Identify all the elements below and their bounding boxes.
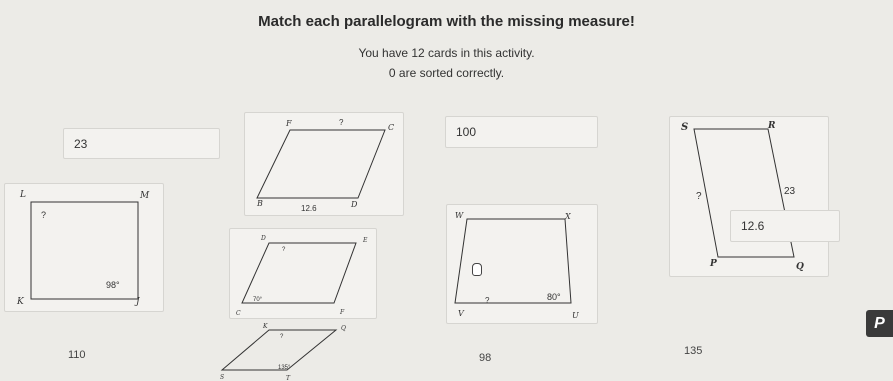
figure-card-fcdb[interactable] — [244, 112, 404, 216]
sorted-status-text: 0 are sorted correctly. — [388, 66, 505, 80]
missing-side-label: ? — [339, 118, 344, 127]
vertex-b: B — [257, 199, 263, 208]
figure-card-defc[interactable] — [229, 228, 377, 319]
missing-side-label: ? — [41, 210, 47, 220]
vertex-q: Q — [341, 325, 346, 332]
rectangle-lmjk — [5, 184, 165, 313]
missing-side-label: ? — [282, 247, 286, 253]
parallelogram-fcdb — [245, 113, 405, 217]
answer-card-98[interactable] — [479, 352, 491, 364]
angle-label: 70° — [253, 297, 263, 303]
vertex-c: C — [236, 310, 241, 317]
vertex-k: K — [263, 323, 268, 330]
card-value: 98 — [479, 352, 492, 364]
card-value: 23 — [74, 136, 88, 151]
card-value: 12.6 — [741, 219, 765, 233]
vertex-v: V — [458, 309, 464, 318]
figure-card-lmjk[interactable] — [4, 183, 164, 312]
vertex-t: T — [286, 375, 291, 381]
card-value: 110 — [68, 349, 86, 361]
figure-card-srqp[interactable] — [669, 116, 829, 277]
vertex-w: W — [455, 211, 464, 220]
angle-label: 135° — [278, 365, 291, 371]
vertex-f: F — [340, 309, 345, 316]
answer-card-23[interactable] — [63, 128, 220, 159]
vertex-k: K — [17, 297, 24, 307]
parallelogram-defc — [230, 229, 378, 320]
hand-cursor-icon — [472, 263, 482, 276]
vertex-p: P — [710, 259, 717, 269]
vertex-m: M — [140, 191, 150, 201]
angle-label: 80° — [547, 292, 561, 302]
vertex-e: E — [363, 237, 368, 244]
answer-card-12-6[interactable] — [730, 210, 840, 242]
figure-card-wxuv[interactable] — [446, 204, 598, 324]
card-count-text: You have 12 cards in this activity. — [358, 46, 535, 60]
answer-card-100[interactable] — [445, 116, 598, 148]
parallelogram-kqts[interactable] — [220, 320, 370, 381]
missing-side-label: ? — [696, 191, 702, 202]
trapezoid-wxuv — [447, 205, 599, 325]
vertex-s: S — [681, 122, 689, 133]
p-logo-icon[interactable]: P — [866, 310, 893, 337]
parallelogram-srqp — [670, 117, 830, 278]
card-value: 135 — [684, 345, 703, 357]
vertex-l: L — [20, 190, 26, 200]
angle-label: 98° — [106, 280, 120, 290]
vertex-f: F — [286, 119, 292, 128]
side-length-label: 12.6 — [301, 204, 317, 213]
card-value: 100 — [456, 125, 477, 139]
missing-angle-label: ? — [485, 296, 490, 305]
activity-title: Match each parallelogram with the missing measure! — [258, 13, 635, 30]
vertex-d: D — [351, 200, 358, 209]
vertex-r: R — [768, 121, 776, 131]
vertex-q: Q — [796, 262, 804, 272]
side-length-label: 23 — [784, 186, 796, 197]
vertex-j: J — [136, 297, 140, 307]
missing-side-label: ? — [280, 334, 284, 340]
vertex-c: C — [388, 123, 395, 132]
vertex-s: S — [220, 374, 225, 381]
answer-card-135[interactable] — [684, 345, 702, 357]
answer-card-110[interactable] — [68, 349, 86, 361]
vertex-d: D — [261, 235, 266, 242]
vertex-x: X — [565, 212, 571, 221]
vertex-u: U — [572, 311, 579, 320]
